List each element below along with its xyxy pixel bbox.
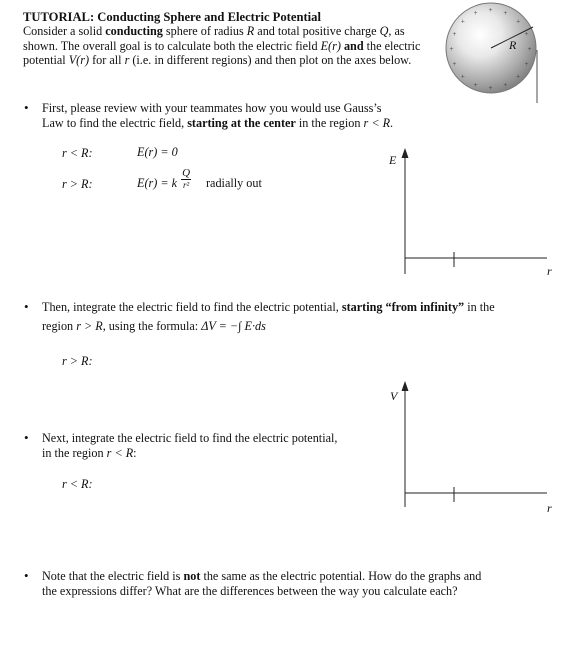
bullet-1-marker: •: [24, 100, 29, 115]
e-inside-region: r < R:: [62, 146, 93, 160]
bullet-2-line-1: Then, integrate the electric field to find the electric potential, starting “from infinity” in the: [42, 300, 495, 314]
e-outside-region: r > R:: [62, 177, 93, 191]
intro-paragraph: Consider a solid conducting sphere of radius R and total positive charge Q, as shown. The overall goal is to calculate both the electric field E(r) and the electric potential V(r) for all r (i.e. in different regions) and then plot on the axes below.: [23, 24, 421, 68]
plus-charge-icon: +: [527, 45, 532, 53]
plus-charge-icon: +: [524, 59, 529, 68]
electric-potential-graph: [384, 375, 564, 515]
plus-charge-icon: +: [524, 30, 529, 39]
bullet-3-line-1: Next, integrate the electric field to find the electric potential,: [42, 431, 338, 445]
bullet-4-marker: •: [24, 568, 29, 583]
plus-charge-icon: +: [473, 81, 478, 89]
v-outside-region: r > R:: [62, 354, 93, 368]
plus-charge-icon: +: [460, 17, 465, 26]
plus-charge-icon: +: [516, 17, 521, 26]
bullet-1-line-2: Law to find the electric field, starting at the center in the region r < R.: [42, 116, 394, 130]
bullet-2-line-2: region r > R, using the formula: ΔV = −∫ E·ds: [42, 319, 266, 333]
page-title: TUTORIAL: Conducting Sphere and Electric Potential: [23, 10, 321, 24]
plus-charge-icon: +: [516, 72, 521, 81]
electric-field-graph: [384, 140, 564, 280]
bullet-3-line-2: in the region r < R:: [42, 446, 137, 460]
e-y-label: E: [389, 153, 397, 167]
e-x-label: r: [547, 264, 552, 278]
plus-charge-icon: +: [503, 81, 508, 89]
bullet-4-line-1: Note that the electric field is not the same as the electric potential. How do the graphs and: [42, 569, 482, 583]
bullet-4-line-2: the expressions differ? What are the differences between the way you calculate each?: [42, 584, 458, 598]
potential-formula: ΔV = −∫ E·ds: [201, 319, 266, 333]
v-x-label: r: [547, 501, 552, 515]
v-inside-region: r < R:: [62, 477, 93, 491]
bullet-3-marker: •: [24, 430, 29, 445]
plus-charge-icon: +: [503, 9, 508, 17]
bullet-1-line-1: First, please review with your teammates how you would use Gauss’s: [42, 101, 382, 115]
plus-charge-icon: +: [452, 59, 457, 68]
bullet-2-marker: •: [24, 299, 29, 314]
plus-charge-icon: +: [460, 72, 465, 81]
plus-charge-icon: +: [488, 6, 493, 14]
e-outside-expression: E(r) = k Q r²: [137, 167, 191, 190]
plus-charge-icon: +: [449, 45, 454, 53]
v-y-axis-arrow: [402, 381, 409, 391]
charged-sphere-figure: [440, 0, 550, 110]
plus-charge-icon: +: [488, 84, 493, 92]
plus-charge-icon: +: [473, 9, 478, 17]
plus-charge-icon: +: [452, 30, 457, 39]
e-inside-expression: E(r) = 0: [137, 145, 178, 159]
radius-label: R: [509, 38, 517, 52]
e-y-axis-arrow: [402, 148, 409, 158]
e-outside-note: radially out: [206, 176, 262, 190]
v-y-label: V: [390, 389, 398, 403]
